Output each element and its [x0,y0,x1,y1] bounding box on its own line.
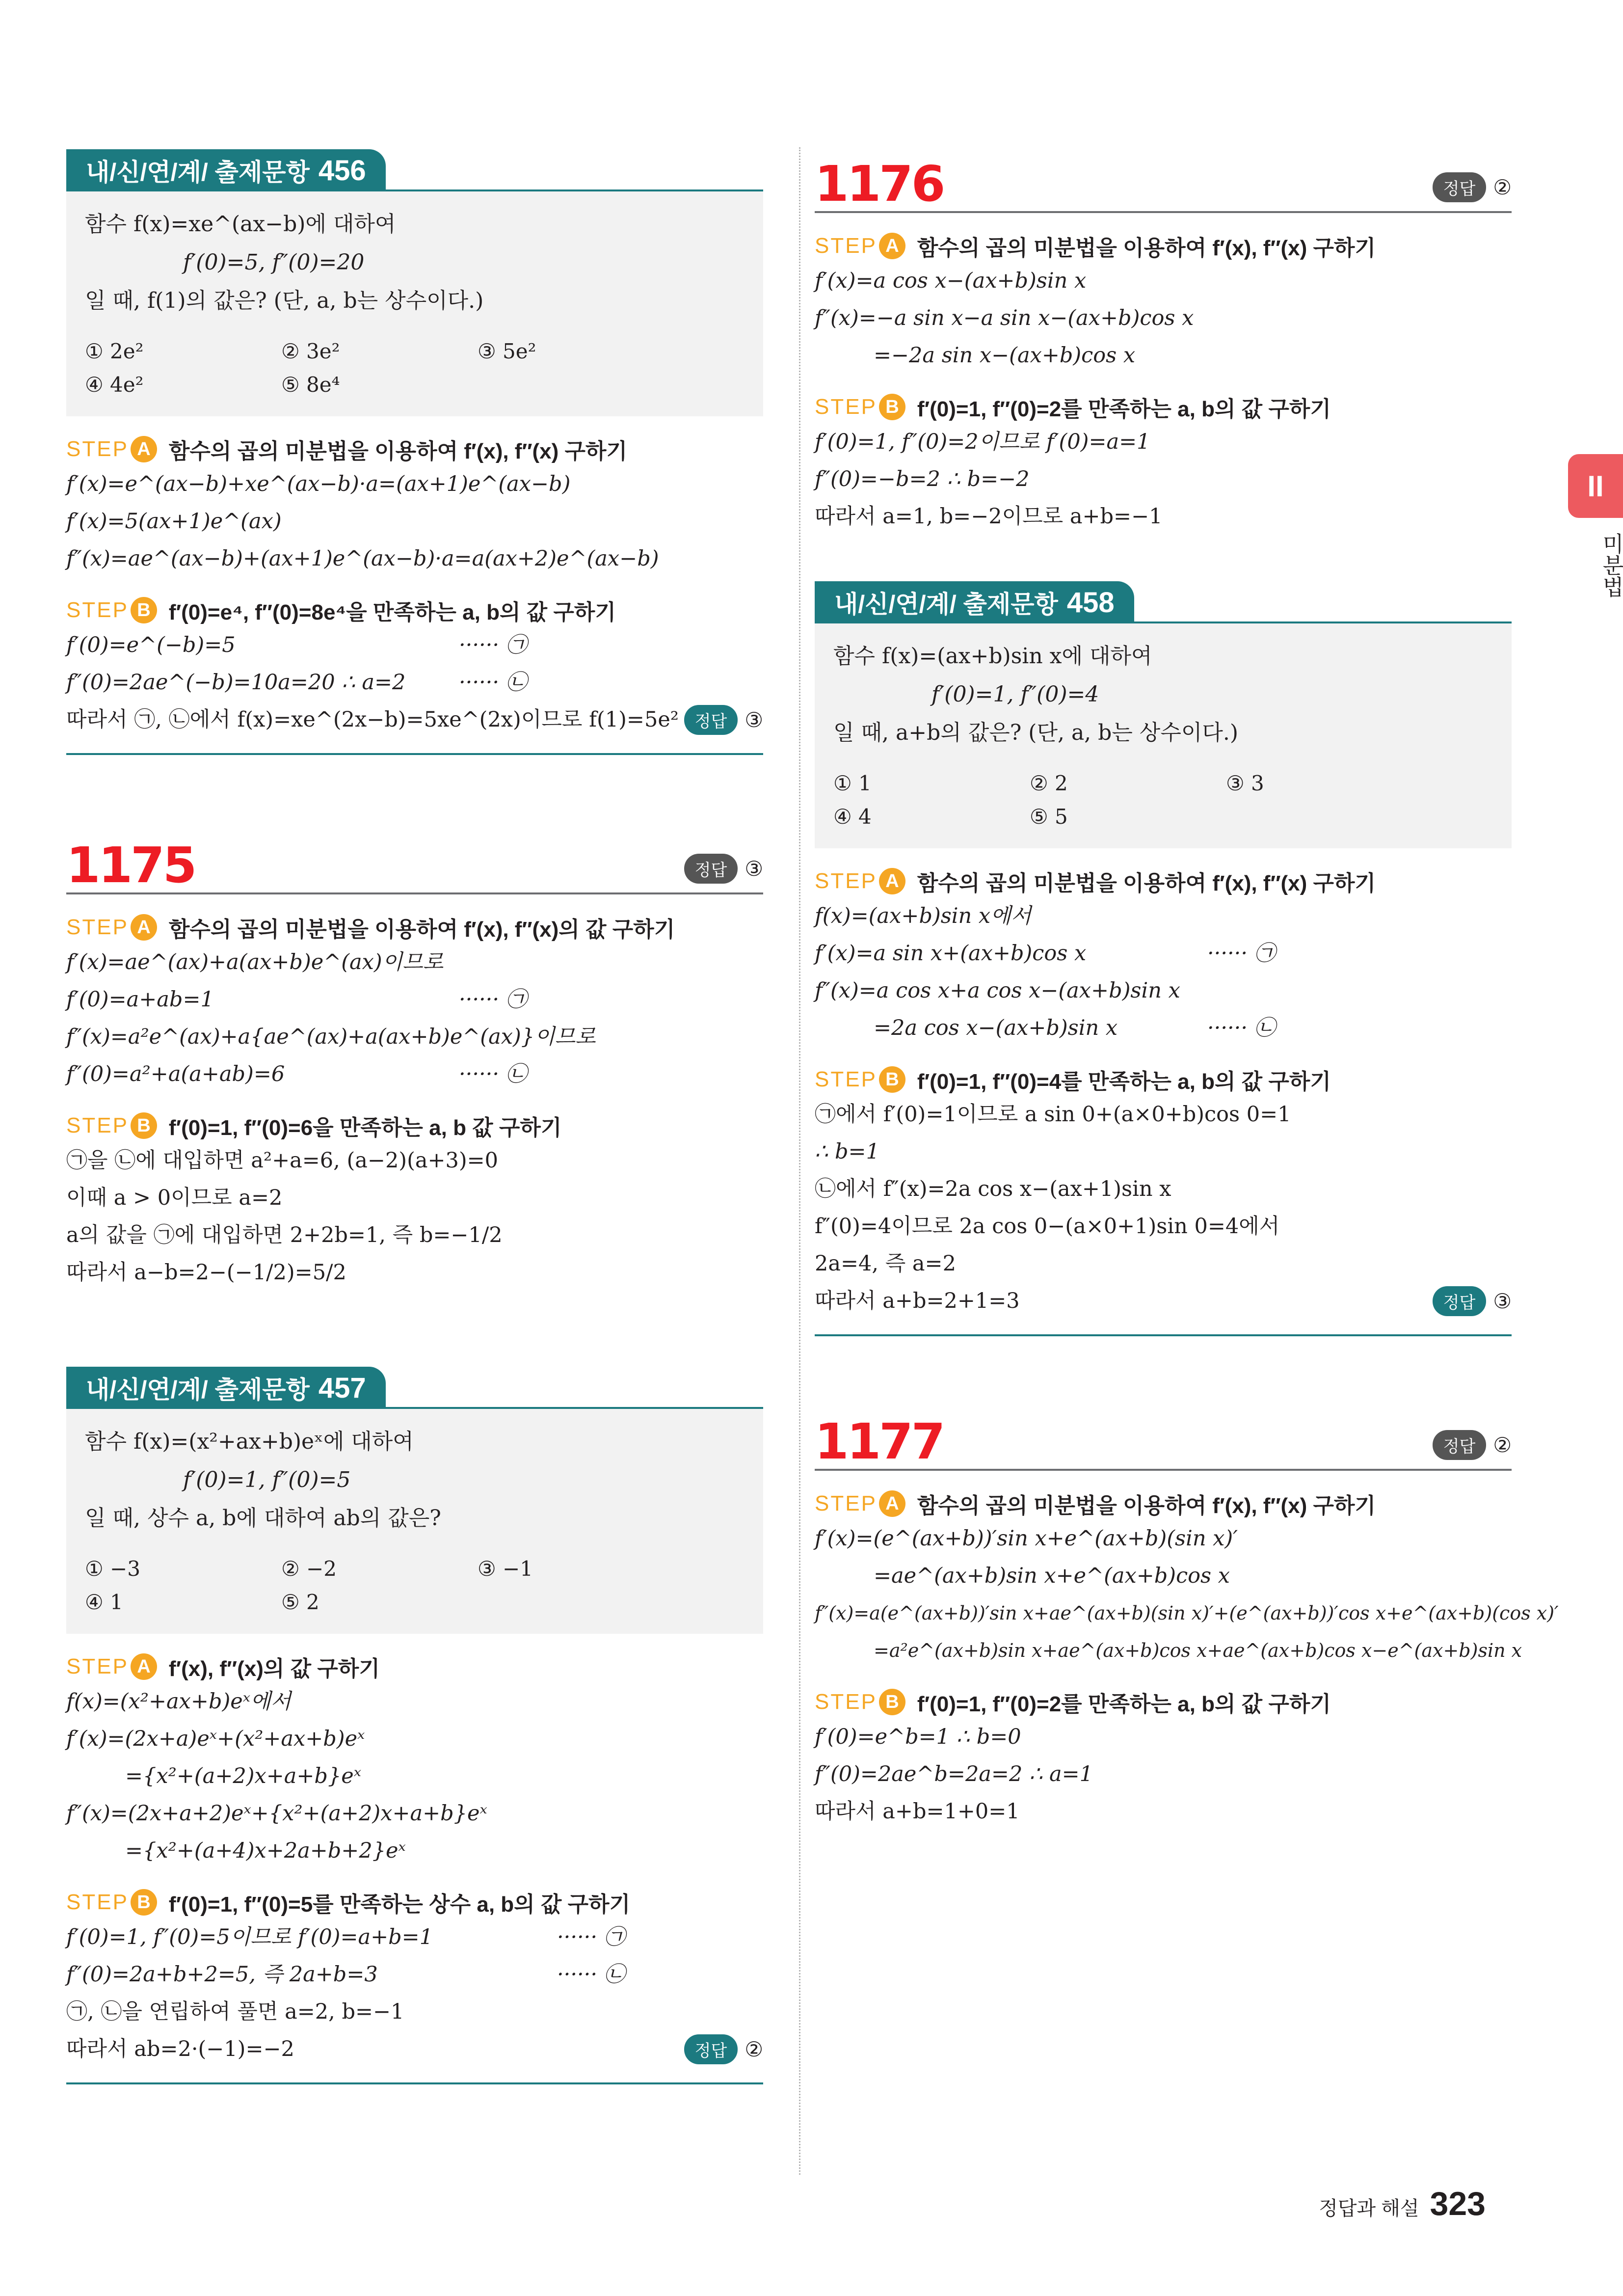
answer-row [684,854,763,884]
problem-458 [815,579,1512,1336]
choice-3: ③ 5e² [478,339,536,363]
solution-line: f′(x)=ae^(ax)+a(ax+b)e^(ax)이므로 [66,950,444,974]
equation-marker: ······ ㉠ [1207,941,1276,966]
solution-conclusion: 따라서 a=1, b=−2이므로 a+b=−1 [815,504,1163,529]
solution-line: f′(x)=(e^(ax+b))′sin x+e^(ax+b)(sin x)′ [815,1526,1238,1551]
answer-badge: 정답 [684,854,738,884]
choices [85,335,745,402]
step-label: STEP [815,1067,877,1091]
problem-text: 함수 f(x)=(x²+ax+b)eˣ에 대하여 [85,1429,414,1454]
answer-value: ③ [745,857,763,881]
choice-1: ① 1 [833,771,872,795]
step-letter-badge: A [879,868,905,894]
choice-3: ③ −1 [478,1557,533,1581]
column-divider [799,147,800,2175]
problem-tag-label: 내/신/연/계/ 출제문항 [86,159,310,186]
step-title: f′(0)=1, f″(0)=6을 만족하는 a, b 값 구하기 [168,1116,562,1140]
choices [85,1552,745,1619]
choice-4: ④ 4e² [85,373,144,397]
solution-line: f′(x)=a cos x−(ax+b)sin x [815,269,1087,293]
solution-line: ㉡에서 f″(x)=2a cos x−(ax+1)sin x [815,1177,1171,1201]
step-label: STEP [66,1654,129,1678]
answer-badge: 정답 [1433,1286,1487,1316]
choice-4: ④ 1 [85,1590,123,1614]
solution-line: =ae^(ax+b)sin x+e^(ax+b)cos x [874,1564,1230,1588]
step-letter-badge: A [131,436,157,462]
equation-marker: ······ ㉡ [459,1062,527,1086]
problem-457 [66,1365,763,2084]
equation-marker: ······ ㉡ [557,1962,625,1987]
step-title: f′(0)=1, f″(0)=2를 만족하는 a, b의 값 구하기 [917,397,1331,421]
solution-header [66,829,763,894]
step-b-header [815,1686,1512,1718]
problem-question: 일 때, a+b의 값은? (단, a, b는 상수이다.) [833,720,1238,745]
solution-line: f″(x)=a(e^(ax+b))′sin x+ae^(ax+b)(sin x)′+(e^(ax+b))′cos x+e^(ax+b)(cos x)′ [815,1602,1559,1624]
step-letter-badge: A [879,233,905,259]
header-rule [386,1407,763,1409]
left-column [66,147,763,2084]
solution-conclusion: 따라서 ab=2·(−1)=−2 [66,2037,294,2061]
solution-conclusion: 따라서 a+b=1+0=1 [815,1799,1020,1824]
problem-number: 456 [318,154,366,187]
choice-5: ⑤ 8e⁴ [281,373,340,397]
step-label: STEP [66,1113,129,1137]
step-a-header [815,1487,1512,1520]
chapter-tab[interactable]: II [1568,454,1623,518]
step-title: f′(x), f″(x)의 값 구하기 [168,1657,380,1681]
problem-text: 함수 f(x)=(ax+b)sin x에 대하여 [833,644,1152,669]
problem-tag-label: 내/신/연/계/ 출제문항 [834,591,1058,618]
solution-line: f′(0)=e^b=1 ∴ b=0 [815,1725,1021,1749]
solution-line [815,935,1512,972]
solution-text: f′(0)=e^(−b)=5 [66,633,236,657]
step-b-header [66,1109,763,1142]
problem-body [66,1409,763,1634]
solution-line: f′(0)=1, f″(0)=2이므로 f′(0)=a=1 [815,430,1150,454]
step-letter-badge: B [131,597,157,623]
equation-marker: ······ ㉡ [459,670,527,695]
step-title: 함수의 곱의 미분법을 이용하여 f′(x), f″(x) 구하기 [917,871,1376,895]
solution-line [66,664,763,701]
solution-text: f′(0)=1, f″(0)=5이므로 f′(0)=a+b=1 [66,1925,433,1949]
step-a-header [815,865,1512,897]
section-rule [815,1334,1512,1336]
footer-label: 정답과 해설 [1319,2198,1419,2219]
choice-2: ② 2 [1030,771,1068,795]
problem-tag [815,581,1134,623]
solution-1176 [815,147,1512,535]
step-title: f′(0)=1, f″(0)=2를 만족하는 a, b의 값 구하기 [917,1692,1331,1716]
answer-value: ② [1493,175,1512,199]
step-label: STEP [815,234,877,258]
solution-number: 1176 [815,155,944,213]
solution-line: ={x²+(a+2)x+a+b}eˣ [125,1764,362,1788]
step-a-header [66,1650,763,1683]
problem-condition: f′(0)=1, f″(0)=4 [931,682,1099,707]
choice-1: ① −3 [85,1557,140,1581]
step-letter-badge: B [879,394,905,420]
step-letter-badge: A [131,914,157,941]
step-b-header [815,391,1512,423]
answer-row [1433,1430,1512,1460]
solution-text: =2a cos x−(ax+b)sin x [874,1016,1118,1040]
answer-badge: 정답 [684,2034,738,2064]
problem-question: 일 때, f(1)의 값은? (단, a, b는 상수이다.) [85,288,484,313]
solution-line: =−2a sin x−(ax+b)cos x [874,343,1136,368]
solution-text: f″(0)=2ae^(−b)=10a=20 ∴ a=2 [66,670,406,695]
section-rule [66,2082,763,2084]
page-footer [1319,2185,1486,2223]
step-letter-badge: B [131,1889,157,1916]
solution-line: f″(x)=−a sin x−a sin x−(ax+b)cos x [815,306,1194,330]
solution-line [66,1956,763,1993]
choices [833,767,1493,834]
solution-text: f′(0)=a+ab=1 [66,987,214,1012]
step-label: STEP [815,869,877,893]
solution-line [66,626,763,664]
step-label: STEP [815,1690,877,1714]
step-a-header [66,433,763,465]
step-label: STEP [66,915,129,939]
step-a-header [815,230,1512,262]
step-title: f′(0)=1, f″(0)=5를 만족하는 상수 a, b의 값 구하기 [168,1892,631,1917]
solution-line: f′(x)=5(ax+1)e^(ax) [66,509,282,534]
choice-5: ⑤ 5 [1030,805,1068,829]
answer-value: ② [1493,1433,1512,1457]
solution-line: f(x)=(ax+b)sin x에서 [815,904,1032,928]
step-title: 함수의 곱의 미분법을 이용하여 f′(x), f″(x)의 값 구하기 [168,918,675,942]
section-rule [66,753,763,755]
problem-text: 함수 f(x)=xe^(ax−b)에 대하여 [85,212,396,237]
problem-condition: f′(0)=1, f″(0)=5 [183,1467,351,1492]
solution-line: ∴ b=1 [815,1139,879,1164]
problem-456 [66,147,763,755]
step-label: STEP [815,1491,877,1515]
header-rule [386,189,763,191]
problem-body [815,623,1512,848]
problem-tag-label: 내/신/연/계/ 출제문항 [86,1376,310,1404]
equation-marker: ······ ㉡ [1207,1016,1276,1040]
choice-5: ⑤ 2 [281,1590,319,1614]
solution-number: 1177 [815,1413,944,1470]
step-title: 함수의 곱의 미분법을 이용하여 f′(x), f″(x) 구하기 [168,439,628,463]
choice-3: ③ 3 [1226,771,1264,795]
problem-condition: f′(0)=5, f″(0)=20 [183,250,365,275]
solution-line: 이때 a > 0이므로 a=2 [66,1186,283,1210]
problem-number: 458 [1066,586,1115,619]
solution-line: f′(x)=e^(ax−b)+xe^(ax−b)·a=(ax+1)e^(ax−b) [66,472,571,496]
equation-marker: ······ ㉠ [557,1925,625,1949]
step-a-header [66,911,763,944]
solution-line: ㉠, ㉡을 연립하여 풀면 a=2, b=−1 [66,1999,404,2024]
solution-line: f″(x)=(2x+a+2)eˣ+{x²+(a+2)x+a+b}eˣ [66,1801,487,1826]
solution-number: 1175 [66,837,195,894]
choice-2: ② −2 [281,1557,337,1581]
header-rule [1134,621,1512,623]
answer-badge: 정답 [1433,1430,1487,1460]
solution-line: ={x²+(a+4)x+2a+b+2}eˣ [125,1838,406,1863]
solution-line [815,1009,1512,1047]
solution-line: f″(x)=a²e^(ax)+a{ae^(ax)+a(ax+b)e^(ax)}이므로 [66,1025,596,1049]
solution-line: f″(x)=ae^(ax−b)+(ax+1)e^(ax−b)·a=a(ax+2)e^(ax−b) [66,546,659,571]
solution-conclusion: 따라서 a−b=2−(−1/2)=5/2 [66,1260,346,1285]
solution-line: ㉠을 ㉡에 대입하면 a²+a=6, (a−2)(a+3)=0 [66,1148,499,1173]
solution-conclusion: 따라서 a+b=2+1=3 [815,1289,1020,1313]
solution-text: f″(0)=a²+a(a+ab)=6 [66,1062,285,1086]
solution-line [66,1055,763,1093]
page-number: 323 [1430,2185,1486,2222]
step-letter-badge: B [879,1066,905,1093]
step-title: 함수의 곱의 미분법을 이용하여 f′(x), f″(x) 구하기 [917,236,1376,260]
solution-line: f″(0)=2ae^b=2a=2 ∴ a=1 [815,1762,1093,1786]
step-label: STEP [66,437,129,461]
answer-row [1433,172,1512,202]
step-b-header [66,594,763,626]
choice-4: ④ 4 [833,805,872,829]
step-title: 함수의 곱의 미분법을 이용하여 f′(x), f″(x) 구하기 [917,1494,1376,1518]
problem-tag [66,149,386,191]
step-title: f′(0)=1, f″(0)=4를 만족하는 a, b의 값 구하기 [917,1070,1331,1094]
solution-line: 2a=4, 즉 a=2 [815,1251,956,1276]
step-letter-badge: A [879,1490,905,1517]
step-b-header [815,1063,1512,1096]
step-letter-badge: A [131,1653,157,1680]
step-letter-badge: B [131,1112,157,1139]
step-letter-badge: B [879,1689,905,1715]
problem-header [66,1365,763,1409]
answer-value: ③ [745,707,763,732]
answer-badge: 정답 [684,705,738,735]
equation-marker: ······ ㉠ [459,633,527,657]
solution-line: =a²e^(ax+b)sin x+ae^(ax+b)cos x+ae^(ax+b)cos x−e^(ax+b)sin x [874,1640,1522,1661]
problem-number: 457 [318,1372,366,1404]
step-title: f′(0)=e⁴, f″(0)=8e⁴을 만족하는 a, b의 값 구하기 [168,600,616,624]
solution-line [66,981,763,1018]
choice-1: ① 2e² [85,339,144,363]
choice-2: ② 3e² [281,339,340,363]
answer-value: ③ [1493,1289,1512,1313]
step-label: STEP [66,1890,129,1914]
problem-question: 일 때, 상수 a, b에 대하여 ab의 값은? [85,1506,441,1531]
solution-line: f(x)=(x²+ax+b)eˣ에서 [66,1689,292,1714]
solution-line: ㉠에서 f′(0)=1이므로 a sin 0+(a×0+b)cos 0=1 [815,1102,1291,1127]
step-label: STEP [815,395,877,419]
solution-1175 [66,829,763,1291]
solution-header [815,1405,1512,1471]
solution-line: f′(x)=(2x+a)eˣ+(x²+ax+b)eˣ [66,1727,365,1751]
solution-header [815,147,1512,213]
solution-text: f′(x)=a sin x+(ax+b)cos x [815,941,1087,966]
solution-line [66,1918,763,1956]
solution-line: f″(x)=a cos x+a cos x−(ax+b)sin x [815,978,1180,1003]
answer-badge: 정답 [1433,172,1487,202]
problem-header [815,579,1512,623]
solution-line: f″(0)=4이므로 2a cos 0−(a×0+1)sin 0=4에서 [815,1214,1280,1239]
solution-conclusion: 따라서 ㉠, ㉡에서 f(x)=xe^(2x−b)=5xe^(2x)이므로 f(1)=5e² [66,707,679,732]
problem-body [66,191,763,416]
equation-marker: ······ ㉠ [459,987,527,1012]
right-column [815,147,1559,1830]
answer-value: ② [745,2037,763,2061]
solution-text: f″(0)=2a+b+2=5, 즉 2a+b=3 [66,1962,378,1987]
step-label: STEP [66,598,129,622]
step-b-header [66,1886,763,1918]
problem-header [66,147,763,191]
solution-line: a의 값을 ㉠에 대입하면 2+2b=1, 즉 b=−1/2 [66,1223,503,1247]
solution-line: f″(0)=−b=2 ∴ b=−2 [815,467,1030,491]
chapter-label: 미분법 [1599,533,1623,597]
solution-1177 [815,1405,1559,1830]
problem-tag [66,1367,386,1409]
